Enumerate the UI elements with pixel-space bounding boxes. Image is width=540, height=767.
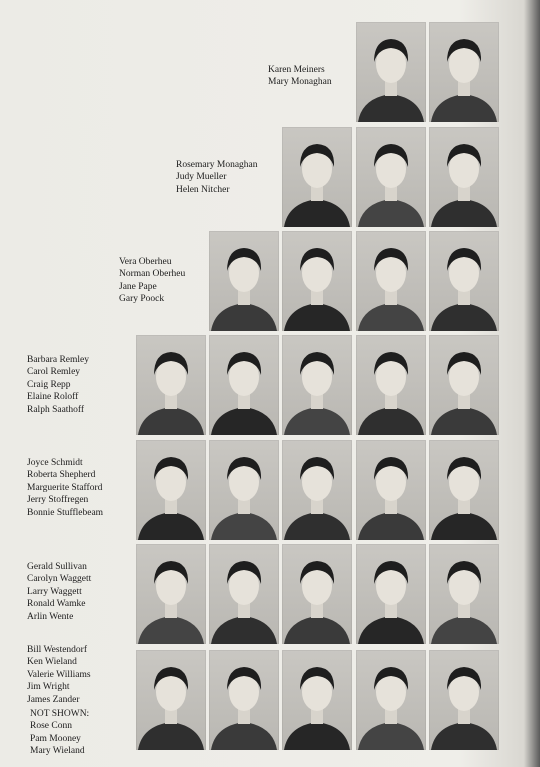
student-name: Larry Waggett	[27, 586, 82, 597]
student-photo	[136, 335, 206, 435]
student-photo	[282, 335, 352, 435]
student-photo	[282, 231, 352, 331]
student-photo	[209, 335, 279, 435]
student-name: Craig Repp	[27, 379, 71, 390]
not-shown-heading: NOT SHOWN:	[30, 709, 90, 719]
student-name: Jim Wright	[27, 682, 70, 693]
student-name: Ken Wieland	[27, 657, 77, 668]
name-list-row-1	[268, 64, 332, 89]
student-name: Jane Pape	[119, 281, 157, 292]
student-name: Helen Nitcher	[176, 184, 230, 195]
student-photo	[429, 440, 499, 540]
student-name: Joyce Schmidt	[27, 458, 83, 468]
student-photo	[282, 127, 352, 227]
student-photo	[282, 650, 352, 750]
student-name: Pam Mooney	[30, 733, 81, 744]
student-photo	[136, 440, 206, 540]
student-name: Judy Mueller	[176, 172, 227, 183]
student-photo	[209, 650, 279, 750]
student-name: Elaine Roloff	[27, 392, 79, 403]
student-name: Ralph Saathoff	[27, 404, 85, 415]
student-name: Gerald Sullivan	[27, 562, 87, 572]
student-name: Mary Wieland	[30, 746, 85, 757]
student-name: Norman Oberheu	[119, 269, 186, 280]
name-list-row-6	[27, 561, 91, 623]
student-photo	[356, 231, 426, 331]
student-name: Arlin Wente	[27, 611, 74, 622]
student-name: Marguerite Stafford	[27, 482, 103, 493]
student-name: Rose Conn	[30, 721, 72, 732]
student-photo	[356, 650, 426, 750]
student-photo	[209, 544, 279, 644]
student-name: Valerie Williams	[27, 669, 91, 680]
student-name: James Zander	[27, 694, 80, 705]
student-photo	[136, 544, 206, 644]
student-name: Carolyn Waggett	[27, 574, 92, 585]
not-shown-list	[30, 708, 89, 758]
student-photo	[356, 440, 426, 540]
student-photo	[429, 650, 499, 750]
student-name: Vera Oberheu	[119, 257, 172, 267]
student-photo	[209, 231, 279, 331]
student-name: Mary Monaghan	[268, 77, 332, 88]
student-name: Ronald Wamke	[27, 599, 86, 610]
student-photo	[429, 22, 499, 122]
student-photo	[429, 127, 499, 227]
student-photo	[282, 440, 352, 540]
student-name: Barbara Remley	[27, 355, 89, 365]
student-name: Jerry Stoffregen	[27, 495, 89, 506]
student-photo	[356, 335, 426, 435]
student-photo	[136, 650, 206, 750]
name-list-row-4	[27, 354, 89, 416]
name-list-row-2	[176, 159, 258, 196]
student-photo	[282, 544, 352, 644]
student-name: Carol Remley	[27, 367, 81, 378]
student-photo	[209, 440, 279, 540]
student-name: Rosemary Monaghan	[176, 160, 258, 170]
student-photo	[429, 335, 499, 435]
student-photo	[356, 127, 426, 227]
name-list-row-5	[27, 457, 103, 519]
student-name: Roberta Shepherd	[27, 470, 96, 481]
student-name: Bill Westendorf	[27, 645, 88, 655]
student-photo	[429, 544, 499, 644]
student-name: Bonnie Stufflebeam	[27, 507, 104, 518]
student-name: Gary Poock	[119, 294, 165, 305]
name-list-row-3	[119, 256, 185, 306]
name-list-row-7	[27, 644, 91, 706]
student-photo	[356, 22, 426, 122]
student-photo	[429, 231, 499, 331]
student-photo	[356, 544, 426, 644]
student-name: Karen Meiners	[268, 65, 325, 75]
